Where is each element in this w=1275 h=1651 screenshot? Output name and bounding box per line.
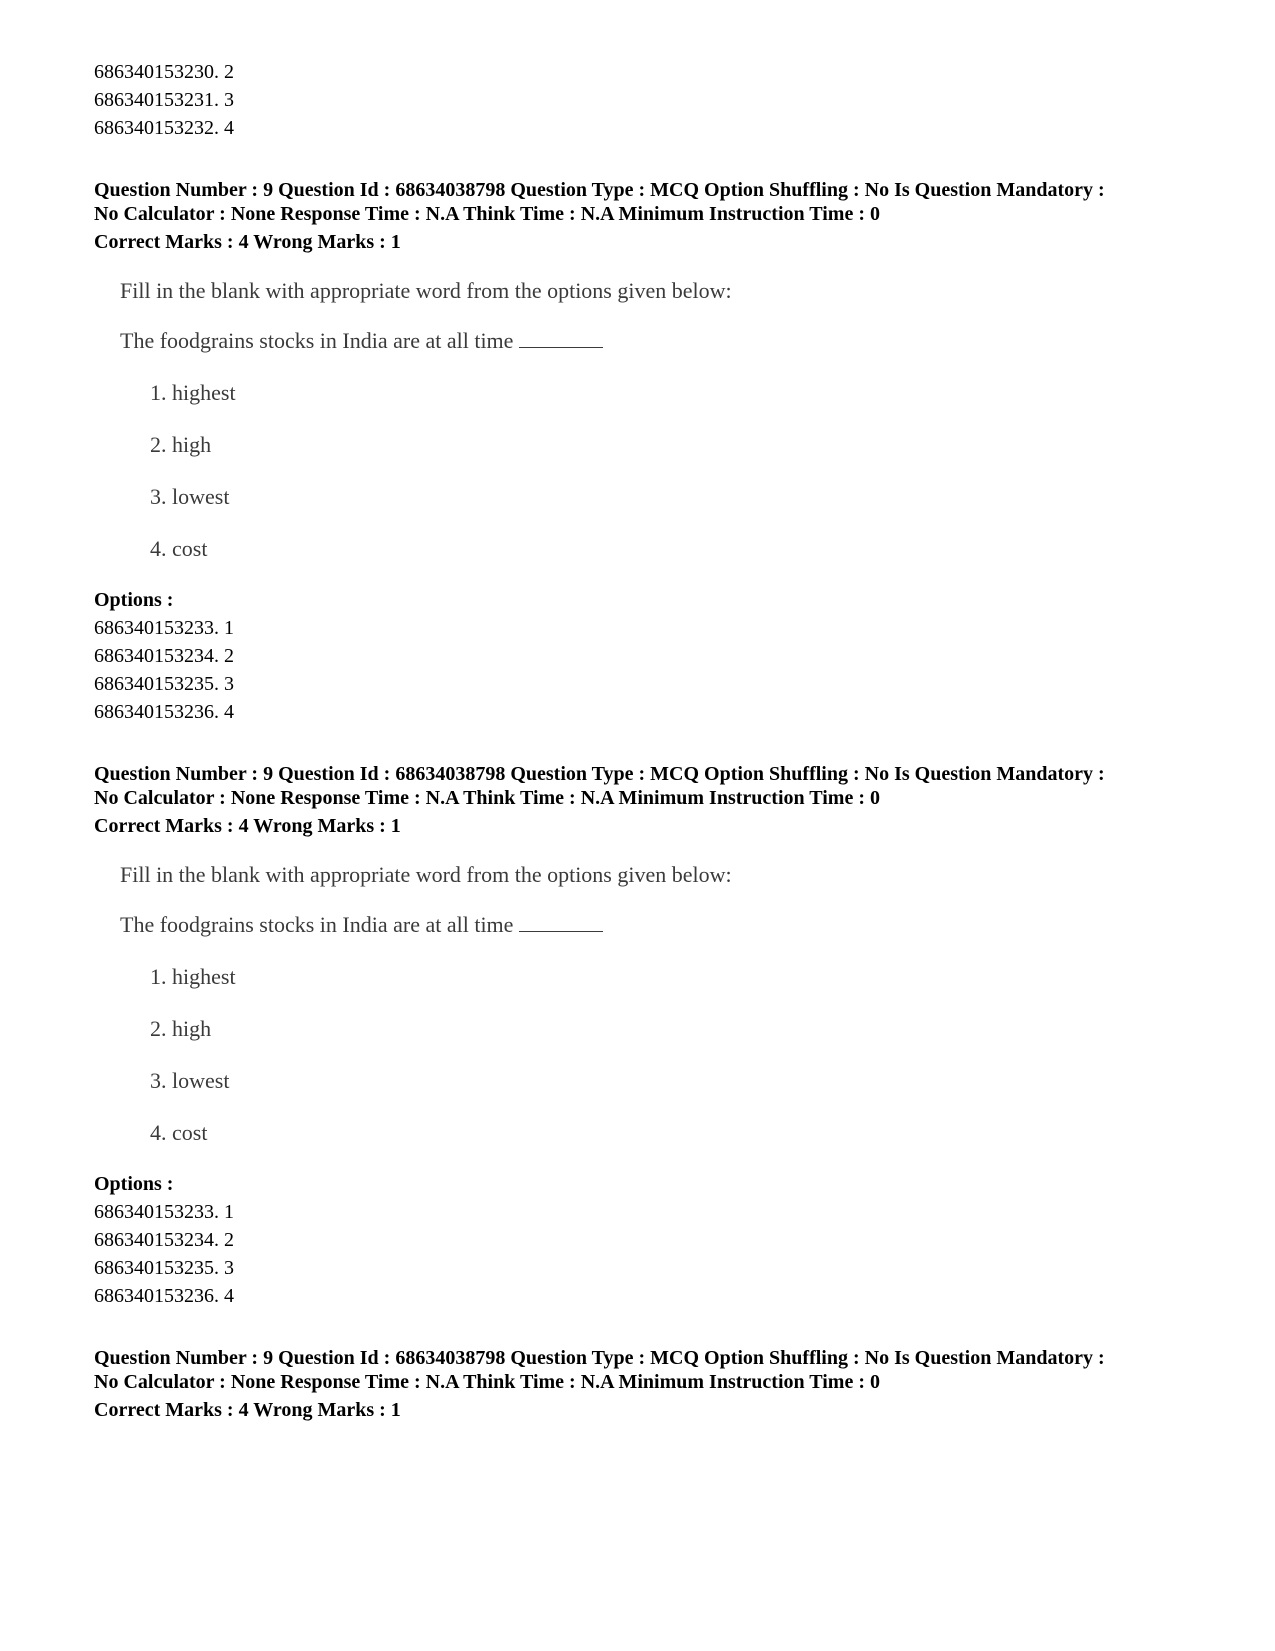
option-line: 686340153233. 1: [94, 617, 234, 639]
question-stem-text: The foodgrains stocks in India are at all time: [120, 912, 514, 937]
question-stem-text: The foodgrains stocks in India are at all time: [120, 328, 514, 353]
question-choice: 4. cost: [150, 536, 208, 561]
question-header: [94, 178, 1214, 226]
question-choice: 1. highest: [150, 964, 236, 989]
question-stem: [120, 328, 603, 354]
question-marks: Correct Marks : 4 Wrong Marks : 1: [94, 815, 401, 837]
options-title: Options :: [94, 1173, 174, 1195]
question-choice: 3. lowest: [150, 1068, 230, 1093]
question-instruction: Fill in the blank with appropriate word from the options given below:: [120, 862, 732, 887]
option-line: 686340153235. 3: [94, 673, 234, 695]
question-choice: 1. highest: [150, 380, 236, 405]
question-header-line: Question Number : 9 Question Id : 68634038798 Question Type : MCQ Option Shuffling : No Is Question Mandatory :: [94, 1347, 1105, 1369]
option-line: 686340153236. 4: [94, 701, 234, 723]
fill-blank: [519, 329, 603, 348]
question-choice: 2. high: [150, 432, 212, 457]
options-title: Options :: [94, 589, 174, 611]
question-stem: [120, 912, 603, 938]
question-header-line: No Calculator : None Response Time : N.A Think Time : N.A Minimum Instruction Time : 0: [94, 787, 880, 809]
question-choice: 3. lowest: [150, 484, 230, 509]
fill-blank: [519, 913, 603, 932]
question-header: [94, 762, 1214, 810]
question-choice: 4. cost: [150, 1120, 208, 1145]
question-header-line: No Calculator : None Response Time : N.A Think Time : N.A Minimum Instruction Time : 0: [94, 1371, 880, 1393]
option-line: 686340153234. 2: [94, 1229, 234, 1251]
question-header-line: No Calculator : None Response Time : N.A Think Time : N.A Minimum Instruction Time : 0: [94, 203, 880, 225]
question-header-line: Question Number : 9 Question Id : 68634038798 Question Type : MCQ Option Shuffling : No Is Question Mandatory :: [94, 763, 1105, 785]
option-line: 686340153235. 3: [94, 1257, 234, 1279]
question-instruction: Fill in the blank with appropriate word from the options given below:: [120, 278, 732, 303]
question-marks: Correct Marks : 4 Wrong Marks : 1: [94, 231, 401, 253]
option-line: 686340153231. 3: [94, 89, 234, 111]
option-line: 686340153234. 2: [94, 645, 234, 667]
question-header: [94, 1346, 1214, 1394]
question-header-line: Question Number : 9 Question Id : 68634038798 Question Type : MCQ Option Shuffling : No Is Question Mandatory :: [94, 179, 1105, 201]
question-choice: 2. high: [150, 1016, 212, 1041]
option-line: 686340153232. 4: [94, 117, 234, 139]
option-line: 686340153236. 4: [94, 1285, 234, 1307]
option-line: 686340153230. 2: [94, 61, 234, 83]
option-line: 686340153233. 1: [94, 1201, 234, 1223]
question-marks: Correct Marks : 4 Wrong Marks : 1: [94, 1399, 401, 1421]
